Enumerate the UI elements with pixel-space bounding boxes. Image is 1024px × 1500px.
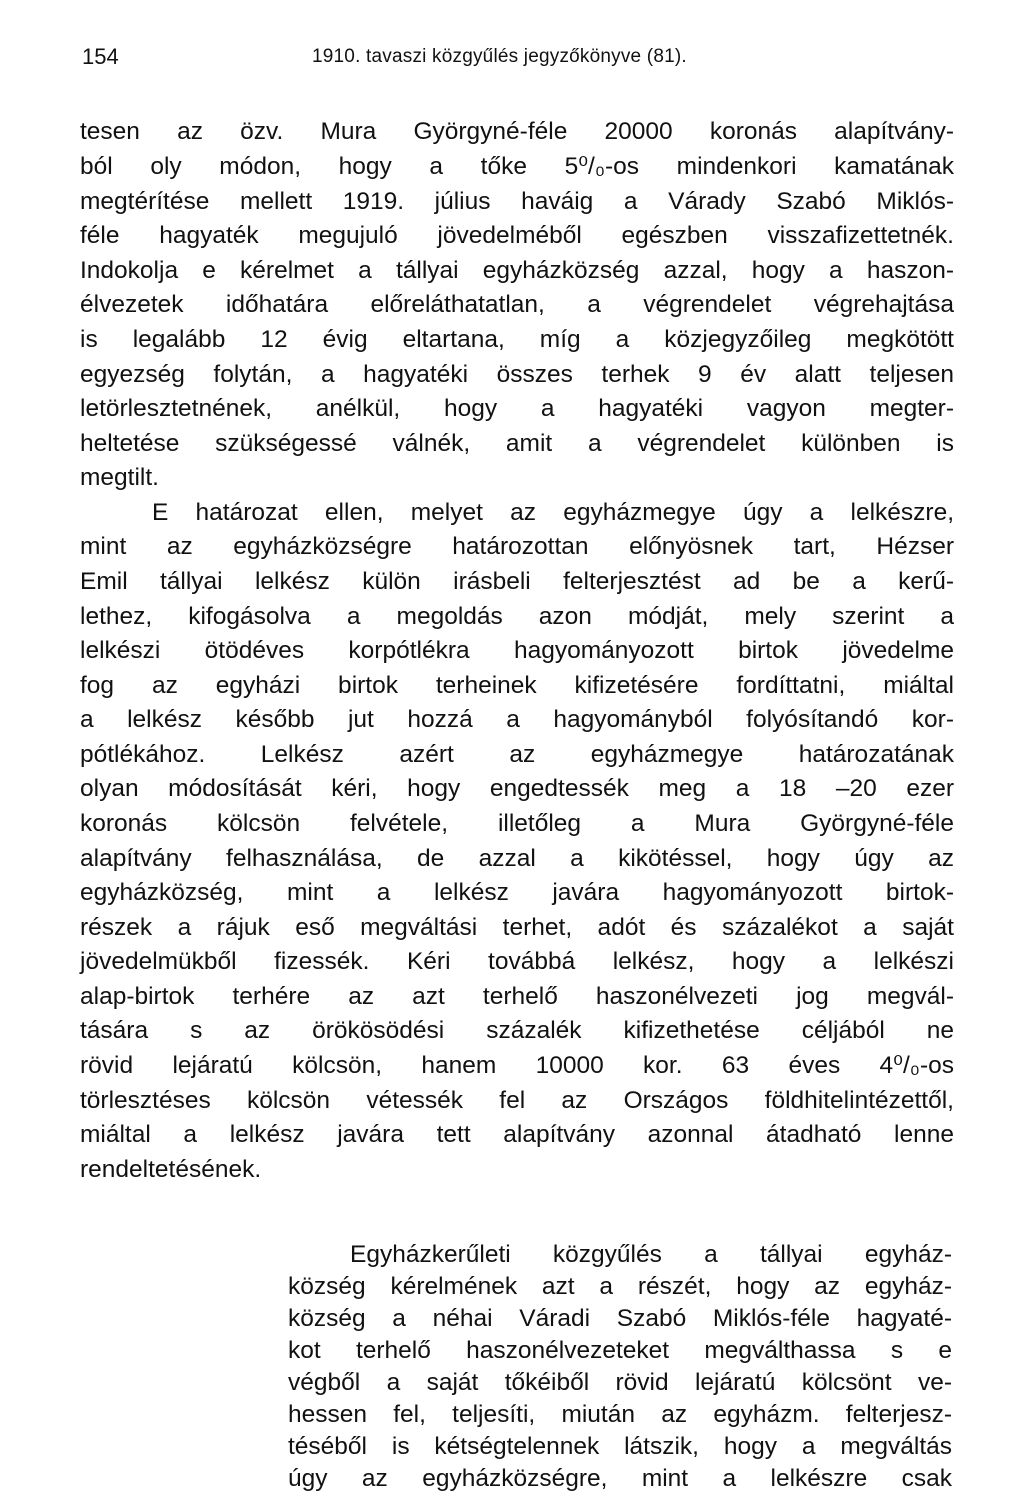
text-line: egyházközség, mint a lelkész javára hagyományozott birtok- [80, 879, 954, 906]
text-line: jövedelmükből fizessék. Kéri továbbá lelkész, hogy a lelkészi [80, 948, 954, 975]
text-line: tására s az örökösödési százalék kifizethetése céljából ne [80, 1017, 954, 1044]
text-line: miáltal a lelkész javára tett alapítvány azonnal átadható lenne [80, 1121, 954, 1148]
resolution-line: hessen fel, teljesíti, miután az egyházm. felterjesz- [288, 1401, 952, 1428]
running-title: 1910. tavaszi közgyűlés jegyzőkönyve (81). [312, 46, 687, 67]
text-line: tesen az özv. Mura Györgyné-féle 20000 koronás alapítvány- [80, 118, 954, 145]
text-line: lelkészi ötödéves korpótlékra hagyományozott birtok jövedelme [80, 637, 954, 664]
page-number: 154 [82, 44, 119, 69]
resolution-line: Egyházkerűleti közgyűlés a tállyai egyház- [350, 1241, 952, 1268]
text-line: élvezetek időhatára előreláthatatlan, a végrendelet végrehajtása [80, 291, 954, 318]
resolution-line: község kérelmének azt a részét, hogy az egyház- [288, 1273, 952, 1300]
text-line: megtilt. [80, 464, 159, 491]
text-line: megtérítése mellett 1919. július haváig a Várady Szabó Miklós- [80, 188, 954, 215]
text-line: is legalább 12 évig eltartana, míg a közjegyzőileg megkötött [80, 326, 954, 353]
text-line: alapítvány felhasználása, de azzal a kikötéssel, hogy úgy az [80, 845, 954, 872]
text-line: heltetése szükségessé válnék, amit a végrendelet különben is [80, 430, 954, 457]
text-line: Indokolja e kérelmet a tállyai egyházközség azzal, hogy a haszon- [80, 257, 954, 284]
resolution-line: úgy az egyházközségre, mint a lelkészre csak [288, 1465, 952, 1492]
text-line: alap-birtok terhére az azt terhelő haszonélvezeti jog megvál- [80, 983, 954, 1010]
text-line: lethez, kifogásolva a megoldás azon módját, mely szerint a [80, 603, 954, 630]
resolution-line: végből a saját tőkéiből rövid lejáratú kölcsönt ve- [288, 1369, 952, 1396]
text-line: törlesztéses kölcsön vétessék fel az Országos földhitelintézettől, [80, 1087, 954, 1114]
text-line: mint az egyházközségre határozottan előnyösnek tart, Hézser [80, 533, 954, 560]
text-line: olyan módosítását kéri, hogy engedtessék meg a 18 –20 ezer [80, 775, 954, 802]
text-line: koronás kölcsön felvétele, illetőleg a Mura Györgyné-féle [80, 810, 954, 837]
text-line: fog az egyházi birtok terheinek kifizetésére fordíttatni, miáltal [80, 672, 954, 699]
resolution-line: kot terhelő haszonélvezeteket megválthassa s e [288, 1337, 952, 1364]
text-line: Emil tállyai lelkész külön irásbeli felterjesztést ad be a kerű- [80, 568, 954, 595]
text-line: rendeltetésének. [80, 1156, 262, 1183]
page-header [82, 44, 952, 74]
text-line: pótlékához. Lelkész azért az egyházmegye határozatának [80, 741, 954, 768]
text-line: részek a rájuk eső megváltási terhet, adót és százalékot a saját [80, 914, 954, 941]
resolution-line: község a néhai Váradi Szabó Miklós-féle hagyaté- [288, 1305, 952, 1332]
text-line: ból oly módon, hogy a tőke 5⁰/₀-os mindenkori kamatának [80, 153, 954, 180]
text-line: rövid lejáratú kölcsön, hanem 10000 kor. 63 éves 4⁰/₀-os [80, 1052, 954, 1079]
text-line: féle hagyaték megujuló jövedelméből egészben visszafizettetnék. [80, 222, 954, 249]
text-line: letörlesztetnének, anélkül, hogy a hagyatéki vagyon megter- [80, 395, 954, 422]
text-line: E határozat ellen, melyet az egyházmegye úgy a lelkészre, [152, 499, 954, 526]
resolution-line: téséből is kétségtelennek látszik, hogy a megváltás [288, 1433, 952, 1460]
text-line: a lelkész később jut hozzá a hagyományból folyósítandó kor- [80, 706, 954, 733]
text-line: egyezség folytán, a hagyatéki összes terhek 9 év alatt teljesen [80, 361, 954, 388]
